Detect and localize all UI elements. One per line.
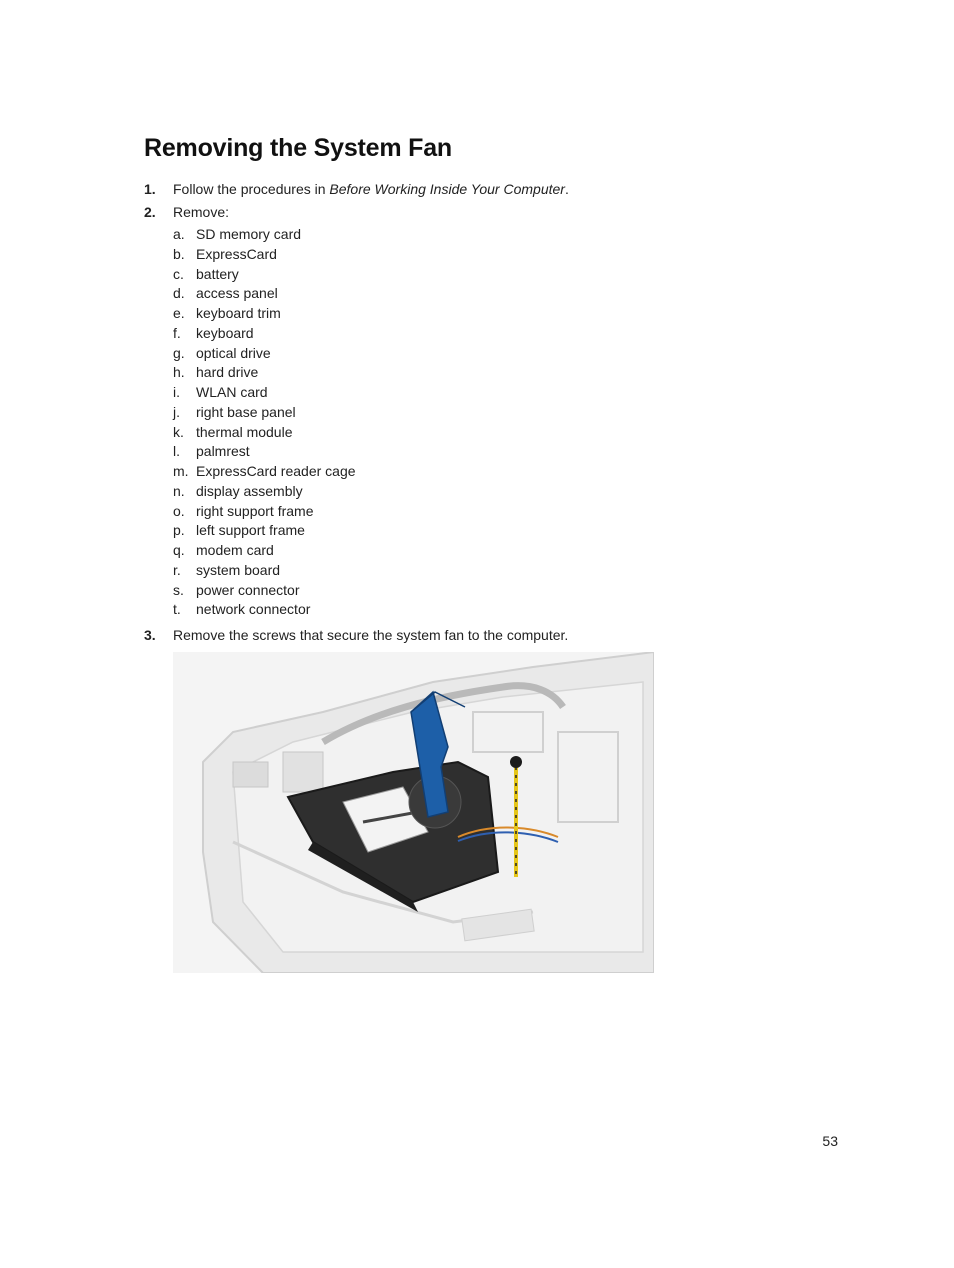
- list-item-label: palmrest: [196, 443, 250, 460]
- list-item-label: keyboard trim: [196, 305, 281, 321]
- list-item-letter: i.: [173, 384, 180, 400]
- list-item-label: modem card: [196, 542, 274, 558]
- list-item-letter: b.: [173, 245, 185, 262]
- list-item-label: network connector: [196, 601, 311, 618]
- list-item-label: right support frame: [196, 502, 314, 519]
- list-item-label: power connector: [196, 581, 300, 598]
- page-title: Removing the System Fan: [144, 134, 452, 162]
- list-item-letter: l.: [173, 443, 180, 460]
- list-item-label: battery: [196, 265, 239, 282]
- list-item-letter: j.: [173, 403, 180, 420]
- list-item-label: ExpressCard reader cage: [196, 463, 356, 479]
- step-text: Remove the screws that secure the system fan to the computer.: [173, 627, 569, 643]
- step-text: Follow the procedures in Before Working Inside Your Computer.: [173, 181, 569, 197]
- list-item-letter: s.: [173, 581, 184, 598]
- list-item-letter: a.: [173, 226, 185, 242]
- list-item-letter: t.: [173, 601, 181, 618]
- list-item-label: right base panel: [196, 403, 296, 420]
- list-item-letter: n.: [173, 482, 185, 499]
- list-item-letter: c.: [173, 265, 184, 282]
- page-number: 53: [822, 1133, 838, 1149]
- list-item-label: optical drive: [196, 344, 271, 361]
- list-item-letter: k.: [173, 423, 184, 440]
- list-item-label: system board: [196, 561, 281, 578]
- list-item-letter: f.: [173, 324, 181, 341]
- fan-illustration-svg: [173, 652, 654, 973]
- list-item-label: keyboard: [196, 324, 254, 341]
- list-item-label: access panel: [196, 285, 278, 302]
- list-item-label: SD memory card: [196, 226, 302, 242]
- system-fan-removal-illustration: [173, 652, 654, 973]
- list-item-label: ExpressCard: [196, 245, 277, 262]
- step-number: 3.: [144, 627, 156, 643]
- step-text: Remove:: [173, 204, 230, 220]
- list-item-letter: e.: [173, 305, 185, 321]
- list-item-letter: d.: [173, 285, 185, 302]
- list-item-letter: r.: [173, 561, 181, 578]
- list-item-letter: h.: [173, 364, 185, 381]
- list-item-letter: m.: [173, 463, 189, 479]
- list-item-letter: q.: [173, 542, 185, 558]
- list-item-letter: p.: [173, 522, 185, 539]
- list-item-label: hard drive: [196, 364, 259, 381]
- list-item-label: left support frame: [196, 522, 305, 539]
- list-item-letter: g.: [173, 344, 185, 361]
- step-number: 1.: [144, 181, 156, 197]
- list-item-letter: o.: [173, 502, 185, 519]
- list-item-label: display assembly: [196, 482, 303, 499]
- step-number: 2.: [144, 204, 156, 220]
- list-item-label: thermal module: [196, 423, 293, 440]
- list-item-label: WLAN card: [196, 384, 268, 400]
- document-reference: Before Working Inside Your Computer: [329, 181, 565, 197]
